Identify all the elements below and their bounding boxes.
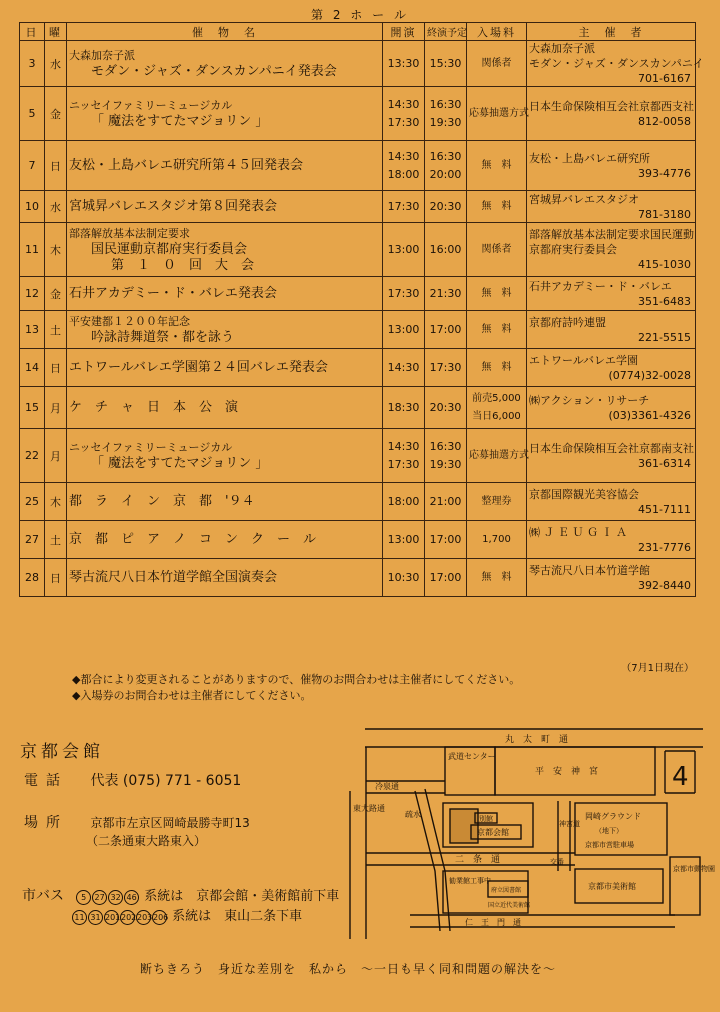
cell-admission xyxy=(467,387,527,429)
table-row xyxy=(20,349,696,387)
cell-end xyxy=(425,429,467,483)
cell-dow: 金 xyxy=(45,277,67,311)
organizer-phone: 392-8440 xyxy=(638,578,691,592)
bus-route-number: 202 xyxy=(120,910,135,925)
organizer-phone: (03)3361-4326 xyxy=(608,408,691,422)
map-kaikan-betsu: 別館 xyxy=(479,815,493,823)
open-value: 17:30 xyxy=(387,115,420,129)
admission-value: 無 料 xyxy=(481,159,512,171)
cell-organizer xyxy=(527,191,696,223)
bus-route-number: 46 xyxy=(124,890,139,905)
cell-end xyxy=(425,349,467,387)
map-marutamachi: 丸 太 町 通 xyxy=(505,735,569,745)
open-value: 14:30 xyxy=(387,149,420,163)
bus-route-number: 31 xyxy=(88,910,103,925)
end-value: 17:00 xyxy=(429,570,462,584)
map-jingu: 神宮道 xyxy=(559,820,580,828)
bus-route-number: 27 xyxy=(92,890,107,905)
event-line: 平安建都１２００年記念 xyxy=(69,314,190,328)
cell-open xyxy=(383,87,425,141)
event-line: ニッセイファミリーミュージカル xyxy=(69,440,233,454)
cell-organizer xyxy=(527,223,696,277)
event-line: 琴古流尺八日本竹道学館全国演奏会 xyxy=(69,569,278,585)
organizer-name: 部落解放基本法制定要求国民運動 xyxy=(529,228,694,241)
organizer-phone: (0774)32-0028 xyxy=(608,368,691,382)
end-value: 20:30 xyxy=(429,400,462,414)
open-value: 13:00 xyxy=(387,322,420,336)
cell-admission xyxy=(467,223,527,277)
end-value: 19:30 xyxy=(429,457,462,471)
address-label: 場所 xyxy=(24,815,68,831)
map-heian: 平 安 神 宮 xyxy=(535,767,599,777)
table-row xyxy=(20,223,696,277)
cell-end xyxy=(425,483,467,521)
organizer-name: 京都府実行委員会 xyxy=(529,243,617,256)
cell-open xyxy=(383,387,425,429)
cell-end xyxy=(425,141,467,191)
bus-route-number: 201 xyxy=(104,910,119,925)
cell-admission xyxy=(467,559,527,597)
cell-day: 10 xyxy=(20,191,45,223)
cell-event xyxy=(67,387,383,429)
cell-event xyxy=(67,191,383,223)
event-line: 都 ラ イ ン 京 都 '９４ xyxy=(69,493,255,509)
open-value: 17:30 xyxy=(387,286,420,300)
as-of-date: （7月1日現在） xyxy=(621,663,694,674)
cell-event xyxy=(67,87,383,141)
cell-organizer xyxy=(527,311,696,349)
table-row xyxy=(20,559,696,597)
end-value: 16:00 xyxy=(429,242,462,256)
table-row xyxy=(20,483,696,521)
header-day: 日 xyxy=(20,23,45,41)
cell-dow: 土 xyxy=(45,311,67,349)
event-line: 宮城昇バレエスタジオ第８回発表会 xyxy=(69,198,278,214)
end-value: 17:30 xyxy=(429,360,462,374)
bus-line-1 xyxy=(22,885,339,905)
event-line: ニッセイファミリーミュージカル xyxy=(69,98,233,112)
organizer-phone: 221-5515 xyxy=(638,330,691,344)
cell-open xyxy=(383,141,425,191)
cell-dow: 木 xyxy=(45,223,67,277)
map-okazaki: 岡崎グラウンド xyxy=(585,812,641,821)
header-open: 開演 xyxy=(383,23,425,41)
cell-admission xyxy=(467,521,527,559)
event-line: エトワールバレエ学園第２４回バレエ発表会 xyxy=(69,359,328,375)
organizer-phone: 812-0058 xyxy=(638,114,691,128)
organizer-name: ㈱アクション・リサーチ xyxy=(529,393,650,407)
organizer-name: 京都府詩吟連盟 xyxy=(529,315,606,329)
open-value: 17:30 xyxy=(387,457,420,471)
table-row xyxy=(20,429,696,483)
organizer-phone: 351-6483 xyxy=(638,294,691,308)
bus-route-number: 11 xyxy=(72,910,87,925)
cell-day: 15 xyxy=(20,387,45,429)
header-admission: 入場料 xyxy=(467,23,527,41)
cell-end xyxy=(425,41,467,87)
map-budo: 武道センター xyxy=(448,752,496,761)
cell-admission xyxy=(467,349,527,387)
end-value: 16:30 xyxy=(429,149,462,163)
header-event: 催 物 名 xyxy=(67,23,383,41)
organizer-name: 宮城昇バレエスタジオ xyxy=(529,192,639,206)
cell-dow: 月 xyxy=(45,387,67,429)
event-line: ケ チ ャ 日 本 公 演 xyxy=(69,399,239,415)
cell-admission xyxy=(467,277,527,311)
cell-day: 28 xyxy=(20,559,45,597)
table-row xyxy=(20,311,696,349)
cell-dow: 木 xyxy=(45,483,67,521)
map-north: 4 xyxy=(672,762,689,792)
cell-open xyxy=(383,277,425,311)
cell-admission xyxy=(467,87,527,141)
open-value: 10:30 xyxy=(387,570,420,584)
organizer-phone: 231-7776 xyxy=(638,540,691,554)
open-value: 14:30 xyxy=(387,97,420,111)
phone-label: 電話 xyxy=(24,773,68,789)
cell-admission xyxy=(467,141,527,191)
cell-admission xyxy=(467,429,527,483)
cell-organizer xyxy=(527,41,704,87)
cell-dow: 水 xyxy=(45,41,67,87)
schedule-table xyxy=(19,22,704,597)
bus-routes-1 xyxy=(76,889,140,904)
map-kaikan: 京都会館 xyxy=(477,828,509,837)
organizer-name: 京都国際観光美容協会 xyxy=(529,487,639,501)
table-row xyxy=(20,277,696,311)
organizer-phone: 701-6167 xyxy=(638,72,691,85)
cell-event xyxy=(67,349,383,387)
organizer-name: 日本生命保険相互会社京都西支社 xyxy=(529,99,694,113)
map-niomon: 仁 王 門 通 xyxy=(465,918,521,927)
open-value: 13:00 xyxy=(387,242,420,256)
admission-value: 関係者 xyxy=(481,243,512,255)
open-value: 13:00 xyxy=(387,532,420,546)
cell-event xyxy=(67,223,383,277)
end-value: 16:30 xyxy=(429,439,462,453)
table-row xyxy=(20,87,696,141)
cell-end xyxy=(425,311,467,349)
admission-value: 1,700 xyxy=(482,533,511,545)
phone-row xyxy=(24,770,241,790)
admission-value: 無 料 xyxy=(481,200,512,212)
access-map xyxy=(345,721,715,939)
address-line2: （二条通東大路東入） xyxy=(86,834,207,848)
cell-organizer xyxy=(527,559,696,597)
admission-value: 前売5,000 xyxy=(472,392,521,404)
open-value: 14:30 xyxy=(387,439,420,453)
end-value: 21:00 xyxy=(429,494,462,508)
cell-day: 27 xyxy=(20,521,45,559)
bus-routes-2 xyxy=(72,909,168,924)
bus-route-number: 203 xyxy=(136,910,151,925)
cell-open xyxy=(383,41,425,87)
organizer-name: 日本生命保険相互会社京都南支社 xyxy=(529,441,694,455)
end-value: 15:30 xyxy=(429,56,462,70)
admission-value: 応募抽選方式 xyxy=(469,107,529,119)
admission-value: 無 料 xyxy=(481,361,512,373)
phone-number: 代表 (075) 771 - 6051 xyxy=(90,773,242,789)
event-line: 「 魔法をすてたマジョリン 」 xyxy=(91,455,269,471)
open-value: 18:30 xyxy=(387,400,420,414)
map-zoo: 京都市動物園 xyxy=(673,865,715,873)
cell-day: 25 xyxy=(20,483,45,521)
open-value: 14:30 xyxy=(387,360,420,374)
organizer-name: 友松・上島バレエ研究所 xyxy=(529,151,650,165)
end-value: 17:00 xyxy=(429,532,462,546)
organizer-phone: 393-4776 xyxy=(638,166,691,180)
cell-day: 11 xyxy=(20,223,45,277)
slogan: 断ちきろう 身近な差別を 私から ～一日も早く同和問題の解決を～ xyxy=(140,962,557,976)
table-row xyxy=(20,41,696,87)
cell-organizer xyxy=(527,521,696,559)
header-dow: 曜 xyxy=(45,23,67,41)
cell-end xyxy=(425,277,467,311)
bus-label: 市バス xyxy=(22,888,64,904)
cell-event xyxy=(67,429,383,483)
organizer-phone: 361-6314 xyxy=(638,456,691,470)
bus-line-2 xyxy=(72,905,302,925)
header-organizer: 主 催 者 xyxy=(527,23,696,41)
cell-open xyxy=(383,559,425,597)
map-modern: 国立近代美術館 xyxy=(488,902,531,909)
cell-day: 14 xyxy=(20,349,45,387)
cell-event xyxy=(67,483,383,521)
organizer-name: 琴古流尺八日本竹道学館 xyxy=(529,563,650,577)
bus-text-2: 系統は 東山二条下車 xyxy=(172,909,303,924)
cell-organizer xyxy=(527,429,696,483)
end-value: 17:00 xyxy=(429,322,462,336)
admission-value: 応募抽選方式 xyxy=(469,449,529,461)
map-higashiouji: 東大路通 xyxy=(353,804,385,813)
organizer-phone: 415-1030 xyxy=(638,258,691,271)
event-line: モダン・ジャズ・ダンスカンパニイ発表会 xyxy=(91,63,337,79)
bus-route-number: 5 xyxy=(76,890,91,905)
cell-admission xyxy=(467,311,527,349)
cell-dow: 日 xyxy=(45,141,67,191)
cell-day: 7 xyxy=(20,141,45,191)
cell-end xyxy=(425,87,467,141)
cell-admission xyxy=(467,41,527,87)
organizer-name: モダン・ジャズ・ダンスカンパニイ xyxy=(529,57,704,70)
cell-event xyxy=(67,41,383,87)
cell-open xyxy=(383,483,425,521)
cell-day: 3 xyxy=(20,41,45,87)
organizer-name: エトワールバレエ学園 xyxy=(529,353,639,367)
cell-dow: 水 xyxy=(45,191,67,223)
cell-admission xyxy=(467,191,527,223)
event-line: 部落解放基本法制定要求 xyxy=(69,226,190,240)
cell-day: 12 xyxy=(20,277,45,311)
cell-organizer xyxy=(527,483,696,521)
table-row xyxy=(20,387,696,429)
cell-end xyxy=(425,521,467,559)
cell-end xyxy=(425,559,467,597)
event-line: 友松・上島バレエ研究所第４５回発表会 xyxy=(69,157,304,173)
cell-organizer xyxy=(527,141,696,191)
end-value: 19:30 xyxy=(429,115,462,129)
cell-event xyxy=(67,141,383,191)
cell-dow: 日 xyxy=(45,349,67,387)
organizer-name: ㈱ Ｊ Ｅ Ｕ Ｇ Ｉ Ａ xyxy=(529,525,627,539)
cell-open xyxy=(383,521,425,559)
cell-event xyxy=(67,277,383,311)
cell-event xyxy=(67,311,383,349)
admission-value: 無 料 xyxy=(481,323,512,335)
admission-value: 関係者 xyxy=(481,57,512,69)
cell-organizer xyxy=(527,277,696,311)
cell-organizer xyxy=(527,349,696,387)
venue-name: 京都会館 xyxy=(20,742,104,762)
note-2: ◆入場券のお問合わせは主催者にしてください。 xyxy=(72,689,312,702)
address-row xyxy=(24,812,250,832)
organizer-phone: 451-7111 xyxy=(638,502,691,516)
end-value: 20:30 xyxy=(429,199,462,213)
cell-end xyxy=(425,387,467,429)
cell-dow: 日 xyxy=(45,559,67,597)
open-value: 13:30 xyxy=(387,56,420,70)
cell-open xyxy=(383,429,425,483)
open-value: 18:00 xyxy=(387,167,420,181)
bus-text-1: 系統は 京都会館・美術館前下車 xyxy=(144,889,340,904)
cell-end xyxy=(425,223,467,277)
cell-end xyxy=(425,191,467,223)
note-1: ◆都合により変更されることがありますので、催物のお問合わせは主催者にしてください。 xyxy=(72,673,521,686)
cell-day: 5 xyxy=(20,87,45,141)
admission-value: 当日6,000 xyxy=(472,410,521,422)
map-koban: 交番 xyxy=(550,858,564,866)
table-row xyxy=(20,521,696,559)
cell-dow: 土 xyxy=(45,521,67,559)
cell-admission xyxy=(467,483,527,521)
cell-event xyxy=(67,521,383,559)
event-line: 第 １ ０ 回 大 会 xyxy=(111,257,255,273)
map-art-museum: 京都市美術館 xyxy=(588,882,636,891)
hall-title: 第 2 ホ ー ル xyxy=(311,8,409,22)
map-reisen: 冷泉通 xyxy=(375,782,399,791)
end-value: 21:30 xyxy=(429,286,462,300)
cell-open xyxy=(383,223,425,277)
admission-value: 無 料 xyxy=(481,571,512,583)
map-parking: 京都市営駐車場 xyxy=(585,841,634,849)
admission-value: 整理券 xyxy=(481,495,512,507)
map-nijo: 二 条 通 xyxy=(455,855,501,865)
organizer-name: 石井アカデミー・ド・バレエ xyxy=(529,279,672,293)
table-row xyxy=(20,191,696,223)
cell-open xyxy=(383,311,425,349)
map-library: 府立図書館 xyxy=(491,887,522,894)
bus-route-number: 32 xyxy=(108,890,123,905)
cell-day: 13 xyxy=(20,311,45,349)
cell-dow: 金 xyxy=(45,87,67,141)
cell-day: 22 xyxy=(20,429,45,483)
map-kangyo: 勧業館工事中 xyxy=(449,877,491,885)
organizer-phone: 781-3180 xyxy=(638,207,691,221)
organizer-name: 大森加奈子派 xyxy=(529,42,595,55)
end-value: 16:30 xyxy=(429,97,462,111)
cell-dow: 月 xyxy=(45,429,67,483)
bus-route-number: 206 xyxy=(152,910,167,925)
table-header xyxy=(20,23,696,41)
notes xyxy=(72,672,520,704)
event-line: 吟詠詩舞道祭・都を詠う xyxy=(91,329,235,345)
cell-open xyxy=(383,349,425,387)
map-sosui: 疏水 xyxy=(405,810,421,819)
cell-event xyxy=(67,559,383,597)
event-line: 「 魔法をすてたマジョリン 」 xyxy=(91,113,269,129)
event-line: 大森加奈子派 xyxy=(69,48,135,62)
event-line: 石井アカデミー・ド・バレエ発表会 xyxy=(69,285,277,301)
event-line: 京 都 ピ ア ノ コ ン ク ー ル xyxy=(69,531,317,547)
cell-open xyxy=(383,191,425,223)
cell-organizer xyxy=(527,87,696,141)
address-line1: 京都市左京区岡崎最勝寺町13 xyxy=(90,816,250,830)
open-value: 17:30 xyxy=(387,199,420,213)
event-line: 国民運動京都府実行委員会 xyxy=(91,241,248,257)
cell-organizer xyxy=(527,387,696,429)
open-value: 18:00 xyxy=(387,494,420,508)
map-underground: （地下） xyxy=(595,827,623,835)
header-end: 終演予定 xyxy=(425,23,467,41)
end-value: 20:00 xyxy=(429,167,462,181)
table-row xyxy=(20,141,696,191)
admission-value: 無 料 xyxy=(481,287,512,299)
